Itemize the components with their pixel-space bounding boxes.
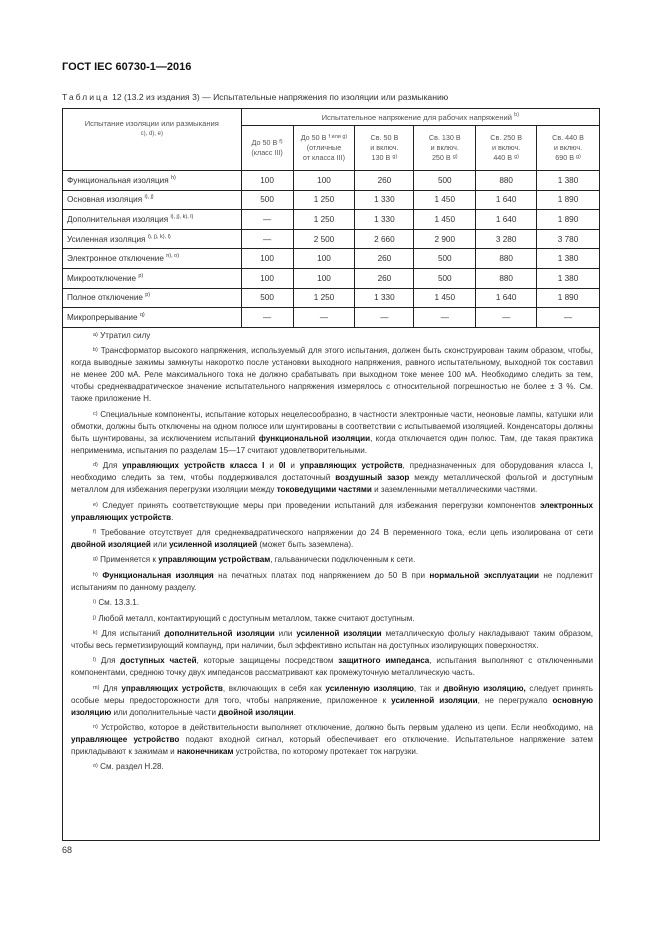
footnote-mark: h) (93, 571, 98, 578)
row-label-sup: q) (139, 311, 145, 318)
column-header-line3: 690 В (555, 153, 574, 162)
table-cell: 1 250 (293, 210, 355, 230)
footnote-text: , гальванически подключенным к сети. (270, 555, 416, 565)
group-header-text: Испытательное напряжение для рабочих напряжений (321, 112, 513, 122)
row-header-sup: c), d), e) (140, 131, 163, 137)
table-cell: 1 450 (414, 190, 476, 210)
column-header-line1: Св. 130 В (428, 133, 461, 142)
table-cell: 3 780 (537, 229, 600, 249)
footnote-text: Для (100, 656, 121, 666)
footnote-text: устройства, по которому протекает ток нагрузки. (233, 747, 419, 757)
table-cell: 2 500 (293, 229, 355, 249)
column-header (241, 126, 293, 171)
footnote-mark: i) (93, 599, 97, 606)
footnote-term: двойной изоляции (218, 707, 294, 717)
column-header (355, 126, 414, 171)
table-row (63, 308, 600, 328)
column-header-line3: 130 В (371, 153, 391, 162)
footnote (71, 460, 593, 496)
footnote-text: , когда отключается один полюс. Там, где такая практика неприменима, испытания по разделам 15—17 считают удовлетворительными. (71, 433, 593, 455)
footnote-text: или дополнительные части (111, 707, 219, 717)
footnote-text: и (285, 461, 300, 471)
column-header-sup: g) (452, 154, 458, 160)
table-cell: 880 (476, 171, 537, 191)
row-header-text: Испытание изоляции или размыкания (84, 119, 219, 128)
row-label (63, 308, 242, 328)
footnote (71, 628, 593, 652)
group-header-cell (241, 109, 599, 126)
row-label (63, 249, 242, 269)
footnote-mark: l) (93, 657, 97, 664)
footnote-text: Специальные компоненты, испытание которых нецелесообразно, в частности электронные части, неоновые лампы, катушки или обмотки, должны быть отключены на одном полюсе или шунтированы в соответствии с испытываемой изоляцией. Конденсаторы должны быть шунтированы, за исключением испытаний (71, 409, 593, 443)
column-header-line2: и включ. (370, 143, 399, 152)
footnote-text: , так и (413, 683, 444, 693)
column-header-line3: от класса III) (302, 153, 346, 162)
footnote-term: двойную изоляцию, (443, 683, 526, 693)
table-cell: 100 (293, 171, 355, 191)
table-cell: 1 380 (537, 268, 600, 288)
table-cell: — (414, 308, 476, 328)
table-cell: 260 (355, 268, 414, 288)
column-header (414, 126, 476, 171)
footnote-term: управляющих устройств (121, 683, 223, 693)
table-cell: 3 280 (476, 229, 537, 249)
footnote-text: между металлической фольгой и доступным металлом для избежания перегрузки изоляции между (71, 473, 593, 495)
column-header (476, 126, 537, 171)
footnote-text: , включающих в себя как (222, 683, 326, 693)
table-cell: 1 890 (537, 190, 600, 210)
table-cell: 1 450 (414, 210, 476, 230)
table-cell: 1 250 (293, 288, 355, 308)
table-cell: 1 380 (537, 171, 600, 191)
footnote-text: Устройство, которое в действительности выполняет отключение, должно быть первым удалено из цепи. Если необходимо, на (101, 723, 593, 733)
footnote-text: Требование отсутствует для среднеквадратического напряжении до 24 В переменного тока, если цепь изолирована от сети (100, 527, 594, 537)
table-cell: 880 (476, 268, 537, 288)
footnote-mark: a) (93, 332, 98, 338)
table-cell: — (355, 308, 414, 328)
footnote-text: не подлежит испытаниям по данному разделу. (71, 570, 593, 592)
row-label-text: Микропрерывание (67, 312, 138, 322)
footnote-text: Для (103, 683, 122, 693)
footnote-term: основную изоляцию (71, 695, 593, 717)
footnote (71, 613, 593, 625)
column-header-line3: 250 В (431, 153, 451, 162)
footnote-term: усиленной изоляции (391, 695, 478, 705)
footnote (71, 527, 593, 551)
footnote (71, 655, 593, 679)
table-cell: — (293, 308, 355, 328)
row-label-sup: p) (145, 292, 151, 299)
table-row (63, 190, 600, 210)
footnote-text: и заземленными металлическими частями. (371, 485, 538, 495)
footnote-term: наконечникам (176, 747, 234, 757)
table-cell: — (476, 308, 537, 328)
table-row (63, 210, 600, 230)
footnote-text: , которые защищены посредством (196, 656, 339, 666)
footnote-term: дополнительной изоляции (164, 628, 275, 638)
row-label (63, 171, 242, 191)
table-cell: — (241, 229, 293, 249)
footnote-text: Трансформатор высокого напряжения, используемый для этого испытания, должен быть сконструирован таким образом, чтобы, когда выводные зажимы замкнуты накоротко после установки выходного напряжения, равного испытательному, выходной ток составил не менее 200 мА. Реле максимального тока не должно срабатывать при выходном токе менее 100 мА. Необходимо следить за тем, чтобы среднеквадратическое значение испытательного напряжения измерялось с относительной погрешностью не более ± 3 %. См. также приложение Н. (71, 346, 593, 404)
footnote-text: Для (102, 461, 123, 471)
table-caption (62, 92, 448, 102)
footnote-mark: f) (93, 528, 97, 535)
footnote-text: подают входной сигнал, который обеспечивает его отключение. Испытательное напряжение затем прикладывают к зажимам и (71, 735, 593, 757)
column-header-line1: Св. 250 В (490, 133, 523, 142)
row-label-sup: n), o) (166, 253, 180, 260)
footnote-text: (может быть заземлена). (257, 539, 354, 549)
table-cell: 1 330 (355, 190, 414, 210)
footnote-text: , предназначенных для оборудования класса I, необходимо следить за тем, чтобы поддерживался достаточный (71, 461, 593, 483)
table-row (63, 288, 600, 308)
row-label-text: Дополнительная изоляция (67, 214, 169, 224)
footnote-text: на печатных платах под напряжением до 50 В при (213, 570, 430, 580)
column-header-line1: До 50 В (251, 138, 278, 147)
footnote-term: усиленной изоляцией (169, 539, 258, 549)
footnote-text: следует принять особые меры предосторожности для того, чтобы напряжение, приложенное к (71, 683, 593, 705)
row-label (63, 210, 242, 230)
row-header-cell (63, 109, 242, 171)
footnote-term: электронных управляющих устройств (71, 500, 593, 522)
table-cell: 100 (293, 249, 355, 269)
row-label-sup: p) (138, 272, 144, 279)
footnote-term: 0I (278, 461, 286, 471)
footnote-term: нормальной эксплуатации (429, 570, 539, 580)
table-cell: 1 640 (476, 288, 537, 308)
row-label-text: Функциональная изоляция (67, 175, 169, 185)
table-row (63, 229, 600, 249)
table-cell: 100 (293, 268, 355, 288)
table-cell: 100 (241, 171, 293, 191)
footnote-term: управляющее устройство (71, 735, 180, 745)
column-header-sup: g) (576, 154, 581, 160)
column-header-line1: Св. 440 В (552, 133, 584, 142)
row-label (63, 190, 242, 210)
footnote-text: Утратил силу (100, 331, 151, 340)
footnote-text: Для испытаний (101, 628, 165, 638)
row-label-sup: h) (170, 174, 176, 181)
table-cell: 1 890 (537, 288, 600, 308)
footnote (71, 597, 593, 609)
footnote (71, 554, 593, 566)
row-label-text: Электронное отключение (67, 254, 164, 264)
footnote-text: . (171, 512, 174, 522)
footnote-mark: m) (93, 684, 100, 691)
column-header-sup: f или g) (328, 134, 348, 140)
footnote-mark: c) (93, 410, 98, 417)
caption-text: 12 (13.2 из издания 3) — Испытательные напряжения по изоляции или размыканию (109, 92, 449, 102)
footnote-term: управляющих устройств класса I (122, 461, 265, 471)
footnote-text: . (293, 707, 296, 717)
table-cell: 1 640 (476, 210, 537, 230)
footnote (71, 500, 593, 524)
row-label-text: Микроотключение (67, 273, 137, 283)
footnote (71, 409, 593, 457)
table-footnotes (62, 326, 600, 841)
footnote-mark: d) (93, 462, 98, 469)
footnote-term: защитного импеданса (338, 656, 430, 666)
footnote (71, 330, 593, 342)
footnote-term: Функциональная изоляция (102, 570, 214, 580)
group-header-sup: b) (514, 111, 520, 118)
table-cell: 880 (476, 249, 537, 269)
row-label (63, 268, 242, 288)
table-cell: — (537, 308, 600, 328)
table-cell: 500 (414, 171, 476, 191)
table-cell: 500 (414, 268, 476, 288)
footnote-text: Любой металл, контактирующий с доступным металлом, также считают доступным. (98, 613, 415, 623)
test-voltage-table (62, 108, 600, 328)
table-row (63, 171, 600, 191)
table-cell: 2 900 (414, 229, 476, 249)
footnote-mark: e) (93, 501, 98, 508)
footnote-text: Применяется к (100, 555, 159, 565)
footnote-term: двойной изоляцией (71, 539, 151, 549)
footnote-term: усиленной изоляции (296, 628, 382, 638)
footnote-term: функциональной изоляции (258, 433, 371, 443)
footnote-text: Следует принять соответствующие меры при проведении испытаний для избежания перегрузки компонентов (102, 500, 541, 510)
table-cell: 100 (241, 268, 293, 288)
footnote-text: , не перегружало (477, 695, 553, 705)
table-row (63, 268, 600, 288)
row-label (63, 229, 242, 249)
column-header-line1: До 50 В (300, 133, 327, 142)
footnote-text: , испытания выполняют с отключенными компонентами, среднюю точку двух импедансов рассматривают как промежуточную металлическую часть. (71, 656, 593, 678)
footnote-text: металлическую фольгу накладывают таким образом, чтобы весь герметизирующий компаунд, при наличии, был эффективно испытан на доступных изолирующих поверхностях. (71, 628, 594, 650)
row-label (63, 288, 242, 308)
footnote-mark: n) (93, 724, 98, 731)
column-header-line2: и включ. (553, 143, 583, 152)
table-cell: 260 (355, 171, 414, 191)
footnote-text: или (150, 539, 170, 549)
page-number: 68 (62, 845, 73, 855)
footnote (71, 722, 593, 758)
footnote-term: усиленную изоляцию (325, 683, 414, 693)
row-label-sup: i), j), k), l) (147, 233, 171, 240)
row-label-sup: i), j), k), l) (170, 213, 194, 220)
column-header-sup: f) (279, 139, 283, 145)
footnote-term: токоведущими частями (276, 485, 372, 495)
table-cell: 1 250 (293, 190, 355, 210)
footnote (71, 683, 593, 719)
footnote-mark: k) (93, 629, 98, 636)
footnote-mark: b) (93, 347, 98, 354)
footnote (71, 761, 593, 773)
table-row (63, 249, 600, 269)
column-header-line2: и включ. (430, 143, 459, 152)
footnote-mark: j) (93, 614, 97, 621)
column-header (293, 126, 355, 171)
row-label-text: Усиленная изоляция (67, 234, 146, 244)
column-header-line2: (отличные (306, 143, 342, 152)
column-header-line1: Св. 50 В (370, 133, 399, 142)
row-label-sup: i), j) (144, 194, 154, 201)
table-cell: 1 330 (355, 210, 414, 230)
column-header-sup: g) (392, 154, 398, 160)
footnote (71, 345, 593, 405)
footnote-text: и (264, 461, 279, 471)
row-label-text: Основная изоляция (67, 195, 143, 205)
footnote-term: доступных частей (120, 656, 197, 666)
row-label-text: Полное отключение (67, 293, 143, 303)
column-header-line3: 440 В (493, 153, 513, 162)
table-cell: 1 890 (537, 210, 600, 230)
table-cell: 2 660 (355, 229, 414, 249)
table-cell: 500 (241, 288, 293, 308)
table-cell: — (241, 308, 293, 328)
column-header (537, 126, 600, 171)
column-header-sup: g) (514, 154, 519, 160)
table-cell: 500 (414, 249, 476, 269)
table-cell: 100 (241, 249, 293, 269)
footnote-text: См. 13.3.1. (98, 598, 139, 608)
table-cell: — (241, 210, 293, 230)
table-cell: 1 380 (537, 249, 600, 269)
column-header-line2: (класс III) (251, 148, 283, 157)
footnote (71, 570, 593, 594)
document-header: ГОСТ IEC 60730-1—2016 (62, 61, 192, 73)
footnote-term: управляющих устройств (299, 461, 403, 471)
table-cell: 1 330 (355, 288, 414, 308)
footnote-text: См. раздел Н.28. (100, 762, 164, 772)
table-cell: 1 640 (476, 190, 537, 210)
table-cell: 260 (355, 249, 414, 269)
caption-label: Таблица (62, 92, 110, 102)
footnote-mark: g) (93, 556, 98, 563)
footnote-mark: o) (93, 763, 98, 770)
footnote-text: или (274, 628, 297, 638)
table-cell: 500 (241, 190, 293, 210)
column-header-line2: и включ. (492, 143, 521, 152)
table-cell: 1 450 (414, 288, 476, 308)
footnote-term: воздушный зазор (335, 473, 410, 483)
footnote-term: управляющим устройствам (158, 555, 271, 565)
